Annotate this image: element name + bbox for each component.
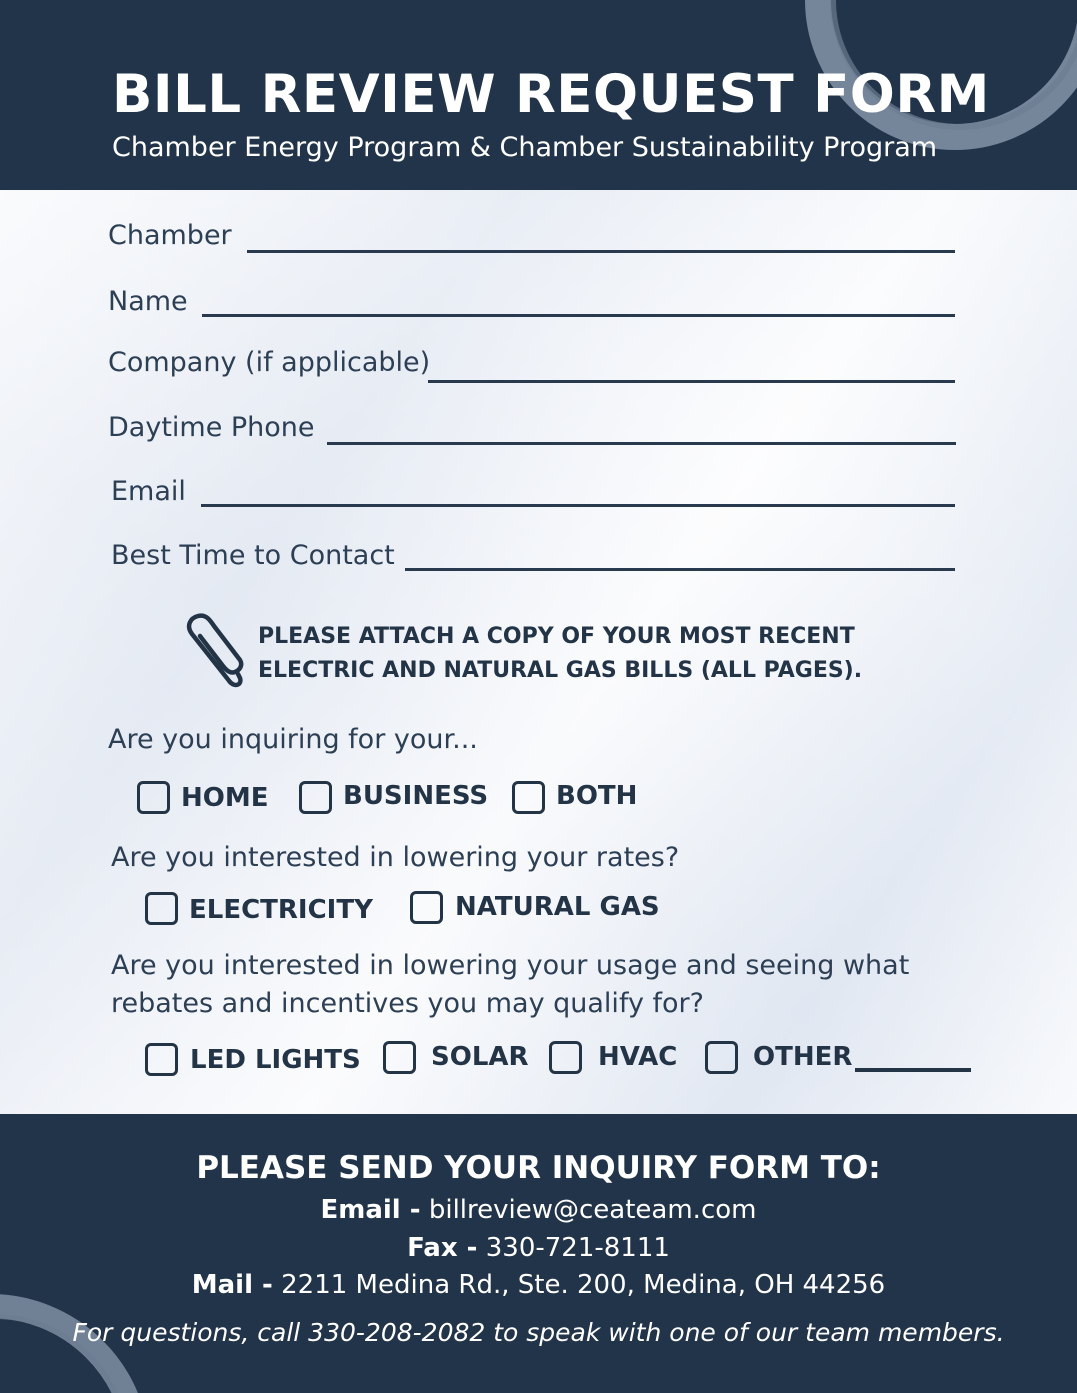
- contact-fax: [0, 1233, 1077, 1263]
- mail-contact-value: 2211 Medina Rd., Ste. 200, Medina, OH 44256: [281, 1270, 886, 1300]
- electricity-checkbox[interactable]: [145, 892, 178, 925]
- company-label: Company (if applicable): [108, 347, 431, 378]
- other-checkbox[interactable]: [705, 1041, 738, 1074]
- form-subtitle: Chamber Energy Program & Chamber Sustainability Program: [112, 132, 938, 163]
- question-lowering-usage-line2: rebates and incentives you may qualify for?: [111, 988, 704, 1019]
- home-checkbox[interactable]: [137, 781, 170, 814]
- name-field[interactable]: [202, 314, 955, 317]
- footer-banner: [0, 1114, 1077, 1393]
- business-option-label: BUSINESS: [343, 781, 489, 811]
- electricity-option-label: ELECTRICITY: [189, 895, 373, 925]
- business-checkbox[interactable]: [299, 781, 332, 814]
- header-banner: [0, 0, 1077, 190]
- question-lowering-usage-line1: Are you interested in lowering your usage and seeing what: [111, 950, 910, 981]
- natural-gas-checkbox[interactable]: [410, 891, 443, 924]
- name-label: Name: [108, 286, 188, 317]
- daytime-phone-label: Daytime Phone: [108, 412, 315, 443]
- attach-notice-line2: ELECTRIC AND NATURAL GAS BILLS (ALL PAGES).: [258, 658, 863, 683]
- attach-notice: [258, 620, 862, 688]
- email-field[interactable]: [201, 504, 955, 507]
- both-checkbox[interactable]: [512, 781, 545, 814]
- hvac-checkbox[interactable]: [549, 1041, 582, 1074]
- questions-note: For questions, call 330-208-2082 to speak with one of our team members.: [72, 1318, 1005, 1347]
- company-field[interactable]: [428, 380, 955, 383]
- home-option-label: HOME: [181, 783, 269, 813]
- paperclip-icon: [178, 612, 248, 692]
- contact-email: [0, 1195, 1077, 1225]
- fax-contact-label: Fax -: [407, 1233, 478, 1263]
- form-title: BILL REVIEW REQUEST FORM: [112, 64, 990, 125]
- daytime-phone-field[interactable]: [327, 442, 956, 445]
- fax-contact-value: 330-721-8111: [485, 1233, 670, 1263]
- email-contact-link[interactable]: billreview@ceateam.com: [428, 1195, 757, 1225]
- both-option-label: BOTH: [556, 781, 638, 811]
- other-field[interactable]: [855, 1068, 971, 1072]
- attach-notice-line1: PLEASE ATTACH A COPY OF YOUR MOST RECENT: [258, 624, 855, 649]
- best-time-label: Best Time to Contact: [111, 540, 395, 571]
- question-inquiring-for: Are you inquiring for your...: [108, 724, 478, 755]
- chamber-label: Chamber: [108, 220, 232, 251]
- best-time-field[interactable]: [405, 568, 955, 571]
- other-option-label: OTHER: [753, 1042, 853, 1072]
- contact-mail: [0, 1270, 1077, 1300]
- chamber-field[interactable]: [247, 250, 955, 253]
- led-lights-option-label: LED LIGHTS: [190, 1045, 361, 1075]
- email-label: Email: [111, 476, 186, 507]
- solar-option-label: SOLAR: [431, 1042, 529, 1072]
- mail-contact-label: Mail -: [191, 1270, 273, 1300]
- led-lights-checkbox[interactable]: [145, 1043, 178, 1076]
- email-contact-label: Email -: [320, 1195, 421, 1225]
- natural-gas-option-label: NATURAL GAS: [455, 892, 660, 922]
- question-lowering-rates: Are you interested in lowering your rates?: [111, 842, 680, 873]
- solar-checkbox[interactable]: [383, 1041, 416, 1074]
- hvac-option-label: HVAC: [598, 1042, 678, 1072]
- send-heading: PLEASE SEND YOUR INQUIRY FORM TO:: [196, 1150, 881, 1186]
